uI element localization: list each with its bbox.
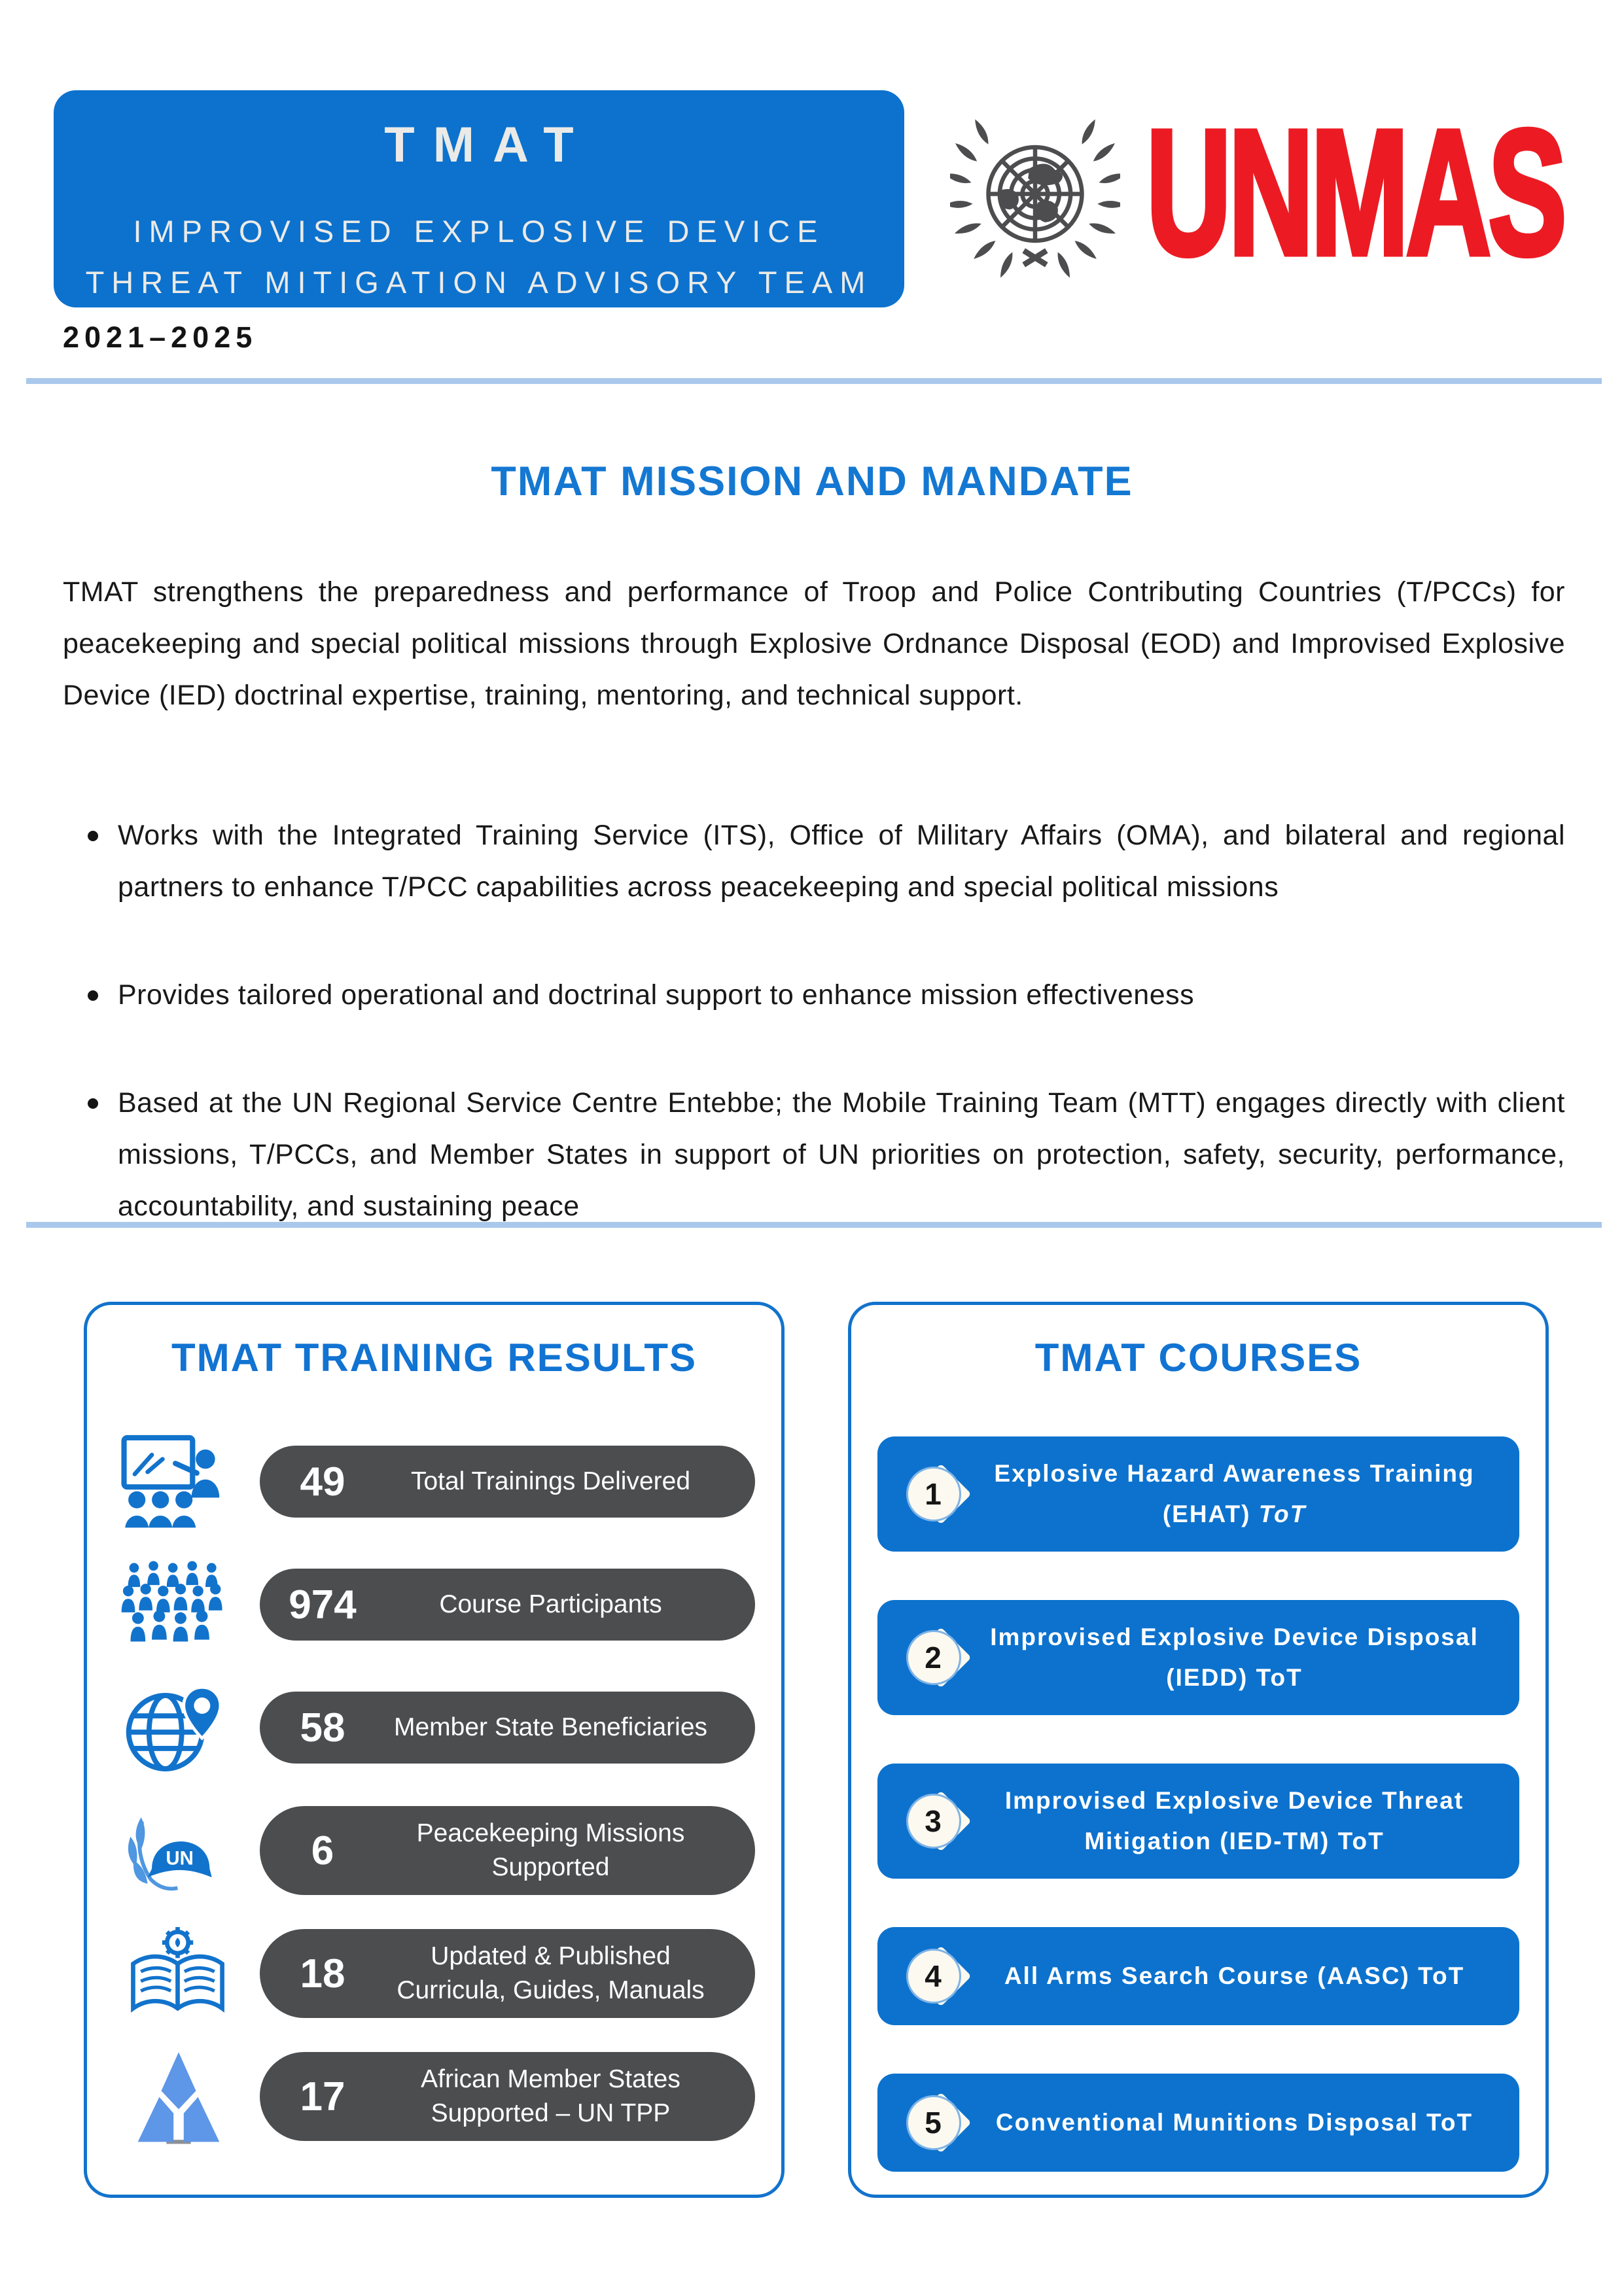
tot-suffix: ToT [1426, 2109, 1474, 2136]
stat-value: 18 [300, 1951, 345, 1996]
tot-suffix: ToT [1258, 1501, 1307, 1527]
section-divider [26, 1222, 1602, 1228]
result-row [113, 1556, 755, 1654]
stat-value: 6 [311, 1828, 334, 1873]
years-label: 2021–2025 [63, 321, 258, 354]
united-nations-emblem-icon [950, 116, 1120, 280]
program-title-badge [54, 90, 904, 307]
program-name [54, 206, 904, 308]
section-divider [26, 378, 1602, 384]
stat-value: 974 [289, 1582, 357, 1627]
course-label: Improvised Explosive Device Disposal (IEDD) ToT [990, 1624, 1479, 1691]
participants-crowd-icon [113, 1556, 244, 1654]
result-row [113, 1433, 755, 1531]
course-number: 4 [906, 1949, 961, 2004]
course-button-ied-tm[interactable] [877, 1764, 1519, 1879]
course-number-badge [900, 1934, 985, 2019]
course-number-badge [900, 1779, 985, 1864]
course-number-badge [900, 2080, 985, 2165]
tot-suffix: ToT [1337, 1828, 1385, 1854]
result-row [113, 1924, 755, 2023]
bottom-panels [84, 1302, 1549, 2198]
mission-section-title: TMAT MISSION AND MANDATE [491, 459, 1133, 504]
training-results-title: TMAT TRAINING RESULTS [171, 1336, 697, 1380]
stat-label: African Member States Supported – UN TPP [421, 2065, 680, 2127]
course-label: Conventional Munitions Disposal ToT [995, 2109, 1474, 2136]
training-results-panel [84, 1302, 785, 2198]
mission-bullet-list [86, 810, 1565, 1289]
triangle-monument-icon [113, 2047, 244, 2146]
program-name-line2: THREAT MITIGATION ADVISORY TEAM [85, 265, 873, 300]
bullet-item: Based at the UN Regional Service Centre Entebbe; the Mobile Training Team (MTT) engages directly with client missions, T/PCCs, and Member States in support of UN priorities on protection, safety, security, performance, accountability, and sustaining peace [86, 1077, 1565, 1232]
course-list [877, 1436, 1519, 2172]
program-acronym: TMAT [384, 117, 592, 173]
helmet-un-label: UN [166, 1847, 194, 1870]
stat-label: Member State Beneficiaries [393, 1713, 708, 1741]
course-label: Explosive Hazard Awareness Training (EHAT) ToT [994, 1460, 1475, 1527]
stat-pill [260, 1692, 755, 1764]
result-row [113, 2047, 755, 2146]
program-name-line1: IMPROVISED EXPLOSIVE DEVICE [133, 214, 825, 249]
stat-value: 58 [300, 1705, 345, 1750]
un-peacekeeping-helmet-icon [113, 1801, 244, 1900]
book-gear-icon [113, 1924, 244, 2023]
result-row [113, 1679, 755, 1777]
tot-suffix: ToT [1418, 1962, 1465, 1989]
courses-panel [848, 1302, 1549, 2198]
training-results-rows [113, 1433, 755, 2146]
stat-label: Course Participants [439, 1590, 662, 1618]
course-button-iedd[interactable] [877, 1600, 1519, 1715]
stat-label: Total Trainings Delivered [410, 1467, 691, 1495]
course-label: Improvised Explosive Device Threat Mitigation (IED-TM) ToT [1004, 1787, 1464, 1854]
stat-pill [260, 1446, 755, 1518]
course-number: 2 [906, 1630, 961, 1685]
result-row [113, 1801, 755, 1900]
course-button-cmd[interactable] [877, 2074, 1519, 2172]
stat-pill [260, 1929, 755, 2018]
globe-location-pin-icon [113, 1679, 244, 1777]
stat-value: 17 [300, 2074, 345, 2119]
stat-pill [260, 1806, 755, 1895]
bullet-item: Provides tailored operational and doctrinal support to enhance mission effectiveness [86, 969, 1565, 1021]
courses-title: TMAT COURSES [1034, 1336, 1362, 1380]
stat-value: 49 [300, 1459, 345, 1505]
stat-pill [260, 2052, 755, 2141]
stat-label: Updated & Published Curricula, Guides, Manuals [397, 1942, 705, 2004]
course-label: All Arms Search Course (AASC) ToT [1004, 1962, 1465, 1989]
course-number-badge [900, 1615, 985, 1700]
course-number: 3 [906, 1794, 961, 1849]
bullet-item: Works with the Integrated Training Service (ITS), Office of Military Affairs (OMA), and bilateral and regional partners to enhance T/PCC capabilities across peacekeeping and special political missions [86, 810, 1565, 913]
course-number: 5 [906, 2095, 961, 2150]
stat-pill [260, 1569, 755, 1641]
unmas-logo-text: UNMAS [1146, 93, 1564, 292]
stat-label: Peacekeeping Missions Supported [416, 1819, 685, 1881]
tot-suffix: ToT [1256, 1664, 1303, 1691]
course-number: 1 [906, 1467, 961, 1522]
course-button-aasc[interactable] [877, 1927, 1519, 2025]
trainer-presentation-icon [113, 1433, 244, 1531]
course-number-badge [900, 1452, 985, 1537]
mission-paragraph: TMAT strengthens the preparedness and performance of Troop and Police Contributing Countries (T/PCCs) for peacekeeping and special political missions through Explosive Ordnance Disposal (EOD) and Improvised Explosive Device (IED) doctrinal expertise, training, mentoring, and technical support. [63, 576, 1565, 711]
course-button-ehat[interactable] [877, 1436, 1519, 1552]
